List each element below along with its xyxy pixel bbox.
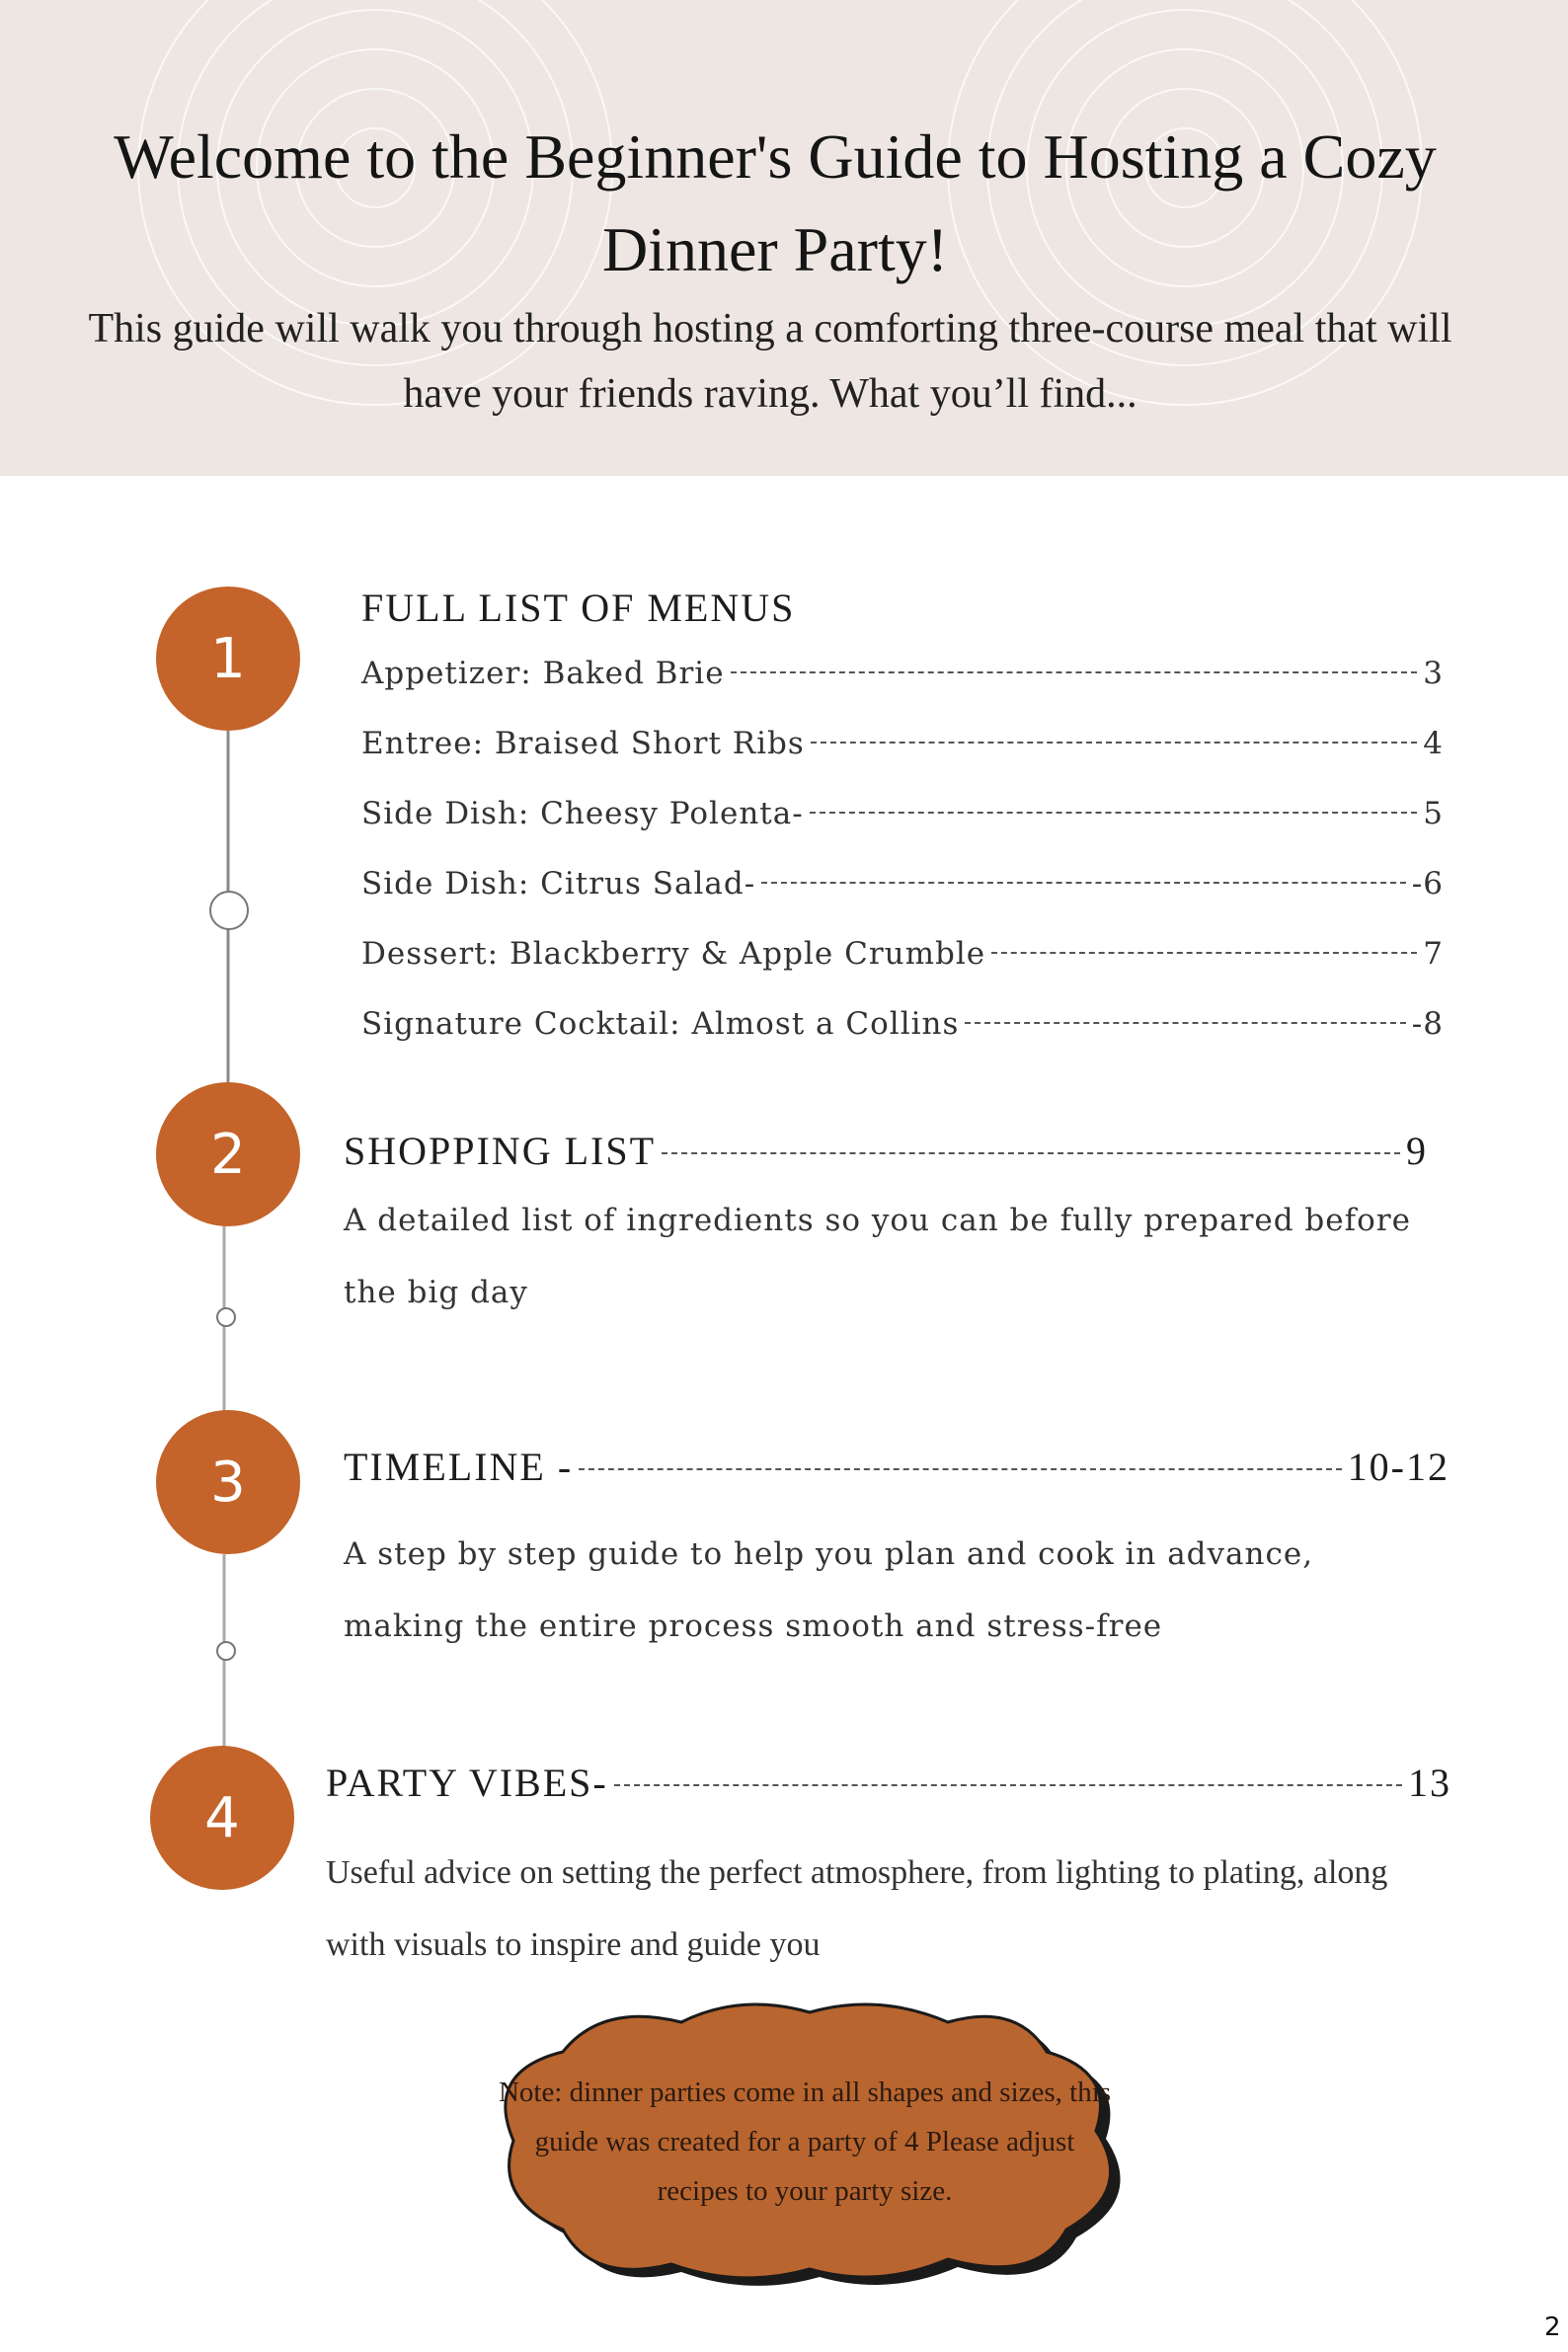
- section-page-timeline: 10-12: [1347, 1445, 1450, 1489]
- menu-entry[interactable]: [361, 796, 1444, 831]
- section-page-party-vibes: 13: [1408, 1761, 1451, 1805]
- step-number-3: 3: [156, 1410, 300, 1554]
- header-banner: [0, 0, 1568, 476]
- leader-dots: [810, 812, 1418, 814]
- leader-dots: [614, 1784, 1402, 1786]
- page-number: 2: [1544, 2313, 1561, 2342]
- menu-entry-label: Dessert: Blackberry & Apple Crumble: [361, 936, 986, 972]
- leader-dots: [965, 1022, 1405, 1024]
- step-number-4: 4: [150, 1746, 294, 1890]
- section-title-menus: FULL LIST OF MENUS: [361, 586, 796, 630]
- menu-entry[interactable]: [361, 936, 1444, 972]
- leader-dots: [761, 882, 1406, 884]
- menu-entry-page: 7: [1423, 936, 1444, 972]
- note-text: Note: dinner parties come in all shapes and sizes, this guide was created for a party of 4 Please adjust recipes to your party size.: [498, 2077, 1112, 2207]
- menu-entry-page: 5: [1423, 796, 1444, 831]
- timeline-node: [216, 1307, 236, 1327]
- section-title-party-vibes: PARTY VIBES-: [326, 1761, 608, 1805]
- section-title-shopping: SHOPPING LIST: [344, 1129, 657, 1173]
- section-heading-timeline[interactable]: [344, 1444, 1450, 1490]
- section-page-shopping: 9: [1406, 1129, 1428, 1173]
- timeline-node: [209, 891, 249, 930]
- leader-dots: [811, 742, 1417, 744]
- note-callout: [484, 1993, 1126, 2289]
- section-heading-party-vibes[interactable]: [326, 1760, 1451, 1806]
- section-title-timeline: TIMELINE -: [344, 1445, 574, 1489]
- leader-dots: [991, 952, 1417, 954]
- section-heading-shopping[interactable]: [344, 1128, 1428, 1174]
- step-number-2: 2: [156, 1082, 300, 1226]
- menu-entry-label: Side Dish: Citrus Salad-: [361, 866, 756, 902]
- leader-dots: [662, 1152, 1400, 1154]
- menu-entry-label: Appetizer: Baked Brie: [361, 656, 725, 691]
- menu-entry[interactable]: [361, 726, 1444, 761]
- timeline-node: [216, 1641, 236, 1661]
- section-description-shopping: A detailed list of ingredients so you can be fully prepared before the big day: [344, 1203, 1411, 1310]
- step-number-1: 1: [156, 587, 300, 731]
- menu-entry-label: Side Dish: Cheesy Polenta-: [361, 796, 804, 831]
- section-description-party-vibes: Useful advice on setting the perfect atmosphere, from lighting to plating, along with visuals to inspire and guide you: [326, 1854, 1388, 1963]
- menu-entry-page: 4: [1423, 726, 1444, 761]
- menu-entry-page: -8: [1411, 1006, 1444, 1042]
- menu-entry-label: Signature Cocktail: Almost a Collins: [361, 1006, 960, 1042]
- menu-entry[interactable]: [361, 656, 1444, 691]
- menu-entry[interactable]: [361, 866, 1444, 902]
- menu-entry-label: Entree: Braised Short Ribs: [361, 726, 805, 761]
- leader-dots: [579, 1468, 1342, 1470]
- page-title: Welcome to the Beginner's Guide to Hosting a Cozy Dinner Party!: [114, 121, 1437, 284]
- menu-entry-page: -6: [1411, 866, 1444, 902]
- menu-entry[interactable]: [361, 1006, 1444, 1042]
- page-subtitle: This guide will walk you through hosting a comforting three-course meal that will have your friends raving. What you’ll find...: [88, 306, 1452, 417]
- section-description-timeline: A step by step guide to help you plan and cook in advance, making the entire process smooth and stress-free: [344, 1536, 1314, 1644]
- menu-entry-page: 3: [1423, 656, 1444, 691]
- leader-dots: [731, 671, 1418, 673]
